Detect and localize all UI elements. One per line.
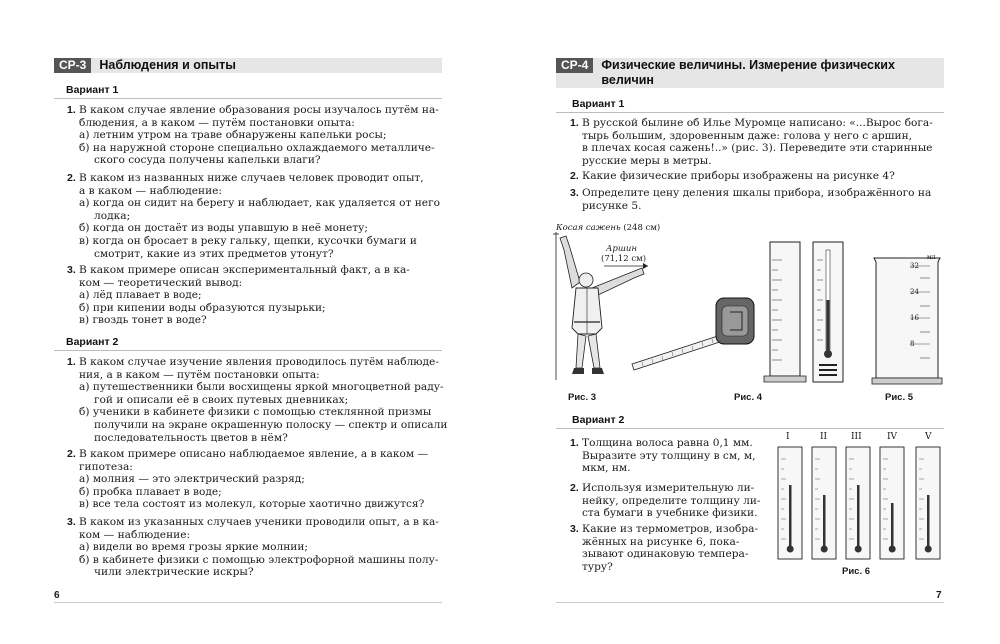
text-line: чили электрические искры? (94, 566, 254, 579)
variant-1-label: Вариант 1 (572, 98, 625, 110)
text-line: ком — наблюдение: (79, 528, 191, 541)
arshin-value: (71,12 см) (601, 254, 647, 264)
section-header-sr3 (54, 58, 442, 73)
thermometer-roman-label: III (851, 432, 862, 442)
text-line: тырь большим, здоровенным даже: голова у него с аршин, (582, 129, 913, 142)
text-line: б) когда он достаёт из воды упавшую в неё монету; (79, 222, 368, 235)
beaker-tick-label: 24 (910, 288, 919, 296)
text-line: зывают одинаковую темпера- (582, 548, 749, 561)
fig5-caption: Рис. 5 (885, 392, 914, 403)
question-1 (570, 117, 933, 167)
text-line: а) когда он сидит на берегу и наблюдает, как удаляется от него (79, 197, 441, 210)
arshin-label: Аршин (606, 244, 638, 254)
text-line: В каком из указанных случаев ученики проводили опыт, а в ка- (79, 516, 439, 528)
variant-1-label: Вариант 1 (66, 84, 119, 96)
tape-measure-illustration (630, 290, 760, 370)
text-line: Какие физические приборы изображены на рисунке 4? (582, 170, 895, 182)
beaker-tick-label: 8 (910, 340, 915, 348)
text-line: В русской былине об Илье Муромце написано: «...Вырос бога- (582, 117, 933, 129)
text-line: б) в кабинете физики с помощью электрофорной машины полу- (79, 553, 439, 566)
right-page (500, 0, 1000, 644)
footer-rule (54, 602, 442, 603)
fig4-caption: Рис. 4 (734, 392, 763, 403)
question-2 (570, 170, 895, 183)
beaker-unit: мл (927, 254, 936, 261)
text-line: в) когда он бросает в реку гальку, щепки, кусочки бумаги и (79, 234, 417, 247)
page-number: 7 (936, 590, 942, 601)
text-line: а) видели во время грозы яркие молнии; (79, 541, 308, 554)
measuring-beaker-illustration (870, 254, 944, 386)
thermometer-roman-label: I (786, 432, 790, 442)
variant-2-label: Вариант 2 (572, 414, 625, 426)
section-badge: СР-4 (556, 58, 593, 73)
divider (54, 350, 442, 351)
text-line: б) при кипении воды образуются пузырьки; (79, 301, 326, 314)
text-line: в) гвоздь тонет в воде? (79, 314, 207, 327)
text-line: лодка; (94, 209, 131, 222)
section-title-line: Физические величины. Измерение физических (601, 58, 895, 72)
text-line: В каком из названных ниже случаев человек проводит опыт, (79, 172, 424, 184)
question-number: 3. (67, 516, 76, 528)
text-line: В каком примере описан экспериментальный факт, а в ка- (79, 264, 410, 276)
question-3 (67, 516, 439, 579)
question-number: 1. (570, 117, 579, 129)
text-line: Толщина волоса равна 0,1 мм. (582, 437, 753, 449)
question-number: 2. (570, 170, 579, 182)
question-number: 2. (67, 172, 76, 184)
question-number: 3. (570, 187, 579, 199)
section-title (593, 58, 895, 88)
beaker-tick-label: 32 (910, 262, 919, 270)
section-title-line: величин (601, 73, 654, 87)
text-line: Выразите эту толщину в см, м, (582, 449, 756, 462)
text-line: ния, а в каком — путём постановки опыта: (79, 368, 320, 381)
text-line: последовательность цветов в нём? (94, 431, 288, 444)
variant-2-label: Вариант 2 (66, 336, 119, 348)
question-3 (570, 187, 931, 212)
text-line: мкм, нм. (582, 462, 631, 475)
question-number: 1. (67, 104, 76, 116)
thermometer-roman-label: II (820, 432, 828, 442)
text-line: а в каком — наблюдение: (79, 184, 222, 197)
text-line: жённых на рисунке 6, пока- (582, 535, 740, 548)
text-line: рисунке 5. (582, 199, 642, 212)
question-number: 2. (67, 448, 76, 460)
question-number: 1. (67, 356, 76, 368)
text-line: блюдения, а в каком — путём постановки опыта: (79, 116, 355, 129)
text-line: В каком примере описано наблюдаемое явление, а в каком — (79, 448, 429, 460)
thermometer-roman-label: V (925, 432, 932, 442)
text-line: нейку, определите толщину ли- (582, 494, 761, 507)
question-1 (570, 437, 755, 475)
question-2 (570, 482, 760, 520)
question-3 (570, 523, 758, 573)
text-line: б) ученики в кабинете физики с помощью стеклянной призмы (79, 406, 432, 419)
text-line: В каком случае явление образования росы изучалось путём на- (79, 104, 439, 116)
text-line: русские меры в метры. (582, 154, 712, 167)
page-number: 6 (54, 590, 60, 601)
thermometer-illustration (811, 240, 845, 385)
text-line: а) лёд плавает в воде; (79, 289, 202, 302)
text-line: б) пробка плавает в воде; (79, 485, 222, 498)
text-line: В каком случае изучение явления проводилось путём наблюде- (79, 356, 439, 368)
text-line: б) на наружной стороне специально охлаждаемого металличе- (79, 141, 435, 154)
question-1 (67, 356, 447, 444)
text-line: в) все тела состоят из молекул, которые хаотично движутся? (79, 498, 425, 511)
text-line: а) путешественники были восхищены яркой многоцветной раду- (79, 381, 444, 394)
question-2 (67, 172, 440, 260)
text-line: получили на экране окрашенную полоску — спектр и описали (94, 418, 448, 431)
text-line: гой и описали её в своих путевых дневниках; (94, 393, 349, 406)
text-line: смотрит, какие из этих предметов утонут? (94, 247, 334, 260)
footer-rule (556, 602, 944, 603)
fig3-caption: Рис. 3 (568, 392, 597, 403)
kosaya-sazhen-text: Косая сажень (556, 223, 621, 233)
question-2 (67, 448, 428, 511)
kosaya-sazhen-value: (248 см) (623, 223, 661, 233)
divider (556, 428, 944, 429)
text-line: а) летним утром на траве обнаружены капельки росы; (79, 129, 387, 142)
fig6-caption: Рис. 6 (842, 566, 871, 577)
divider (556, 112, 944, 113)
question-number: 2. (570, 482, 579, 494)
beaker-tick-label: 16 (910, 314, 919, 322)
text-line: ком — теоретический вывод: (79, 276, 243, 289)
question-3 (67, 264, 410, 327)
thermometer-roman-label: IV (887, 432, 898, 442)
text-line: Какие из термометров, изобра- (582, 523, 759, 535)
text-line: в плечах косая сажень!..» (рис. 3). Переведите эти старинные (582, 142, 933, 155)
text-line: Используя измерительную ли- (582, 482, 755, 494)
divider (54, 98, 442, 99)
text-line: ского сосуда получены капельки влаги? (94, 154, 321, 167)
measuring-cylinder-illustration (762, 240, 808, 385)
text-line: а) молния — это электрический разряд; (79, 473, 305, 486)
text-line: туру? (582, 560, 613, 573)
text-line: гипотеза: (79, 460, 133, 473)
five-thermometers-illustration (776, 445, 946, 563)
section-title: Наблюдения и опыты (99, 58, 236, 72)
text-line: ста бумаги в учебнике физики. (582, 507, 758, 520)
question-number: 3. (67, 264, 76, 276)
section-header-sr4 (556, 58, 944, 88)
question-number: 3. (570, 523, 579, 535)
text-line: Определите цену деления шкалы прибора, изображённого на (582, 187, 932, 199)
section-badge: СР-3 (54, 58, 91, 73)
question-1 (67, 104, 439, 167)
question-number: 1. (570, 437, 579, 449)
